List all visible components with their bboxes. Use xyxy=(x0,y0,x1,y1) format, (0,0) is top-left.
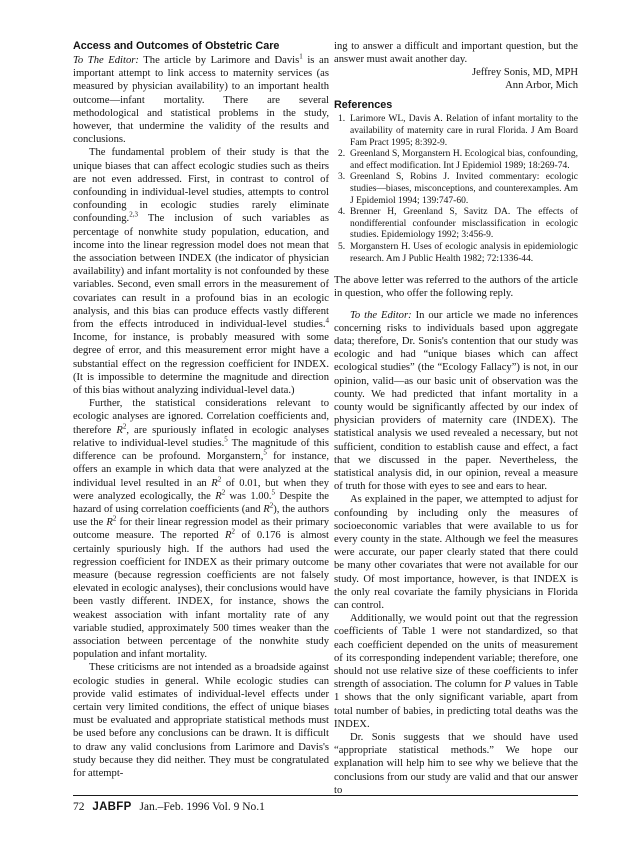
reference-number: 1. xyxy=(338,114,346,125)
reply-paragraph: As explained in the paper, we attempted to adjust for confounding by including only the measures of socioeconomic variables that were available to us for every county in the state. Although we feel the measures were accurate, our paper clearly stated that there could be many other covariates that were not available for our study. Of most importance, however, is that INDEX is the only real covariate the family physicians in Florida can control. xyxy=(334,494,578,611)
right-column xyxy=(334,40,578,797)
reference-text: Greenland S, Robins J. Invited commentary: ecologic studies—biases, misconceptions, and counterexamples. Am J Epidemiol 1994; 139:747-60. xyxy=(350,172,578,206)
reference-item xyxy=(334,149,578,172)
journal-name: JABFP xyxy=(92,801,132,813)
volume-info: Vol. 9 No.1 xyxy=(212,801,265,813)
referral-note: The above letter was referred to the authors of the article in question, who offer the following reply. xyxy=(334,275,578,300)
reference-text: Larimore WL, Davis A. Relation of infant mortality to the availability of maternity care in rural Florida. J Am Board Fam Pract 1995; 8:392-9. xyxy=(350,114,578,148)
reference-text: Greenland S, Morganstern H. Ecological bias, confounding, and effect modification. Int J Epidemiol 1989; 18:269-74. xyxy=(350,149,578,171)
issue-date: Jan.–Feb. 1996 xyxy=(139,801,210,813)
reference-number: 4. xyxy=(338,207,346,218)
reply-body xyxy=(334,309,578,798)
page-number: 72 xyxy=(73,801,85,813)
signature-place: Ann Arbor, Mich xyxy=(505,80,578,92)
letter-paragraph: To The Editor: The article by Larimore and Davis$^1$ is an important attempt to link access to maternity services (as measured by physician availability) to an important health outcome—infant mortality. There are several methodological and statistical problems in the study, however, that undermine the validity of the results and conclusions. xyxy=(73,52,329,146)
reference-item xyxy=(334,114,578,149)
letter-paragraph: The fundamental problem of their study is that the unique biases that can affect ecologic studies such as theirs are not even addressed. First, in contrast to control of confounding in individual-level studies, attempts to control confounding in ecologic studies rarely eliminate confounding.$^{2,3}$ The inclusion of such variables as percentage of nonwhite study population, education, and income into the linear regression model does not mean that the association between INDEX (the indicator of physician availability) and infant mortality is not confounded by these variables. Second, even small errors in the measurement of covariates can result in a profound bias in an ecologic analysis, and this bias can produce effects vastly different from the effects introduced in individual-level studies.$^4$ Income, for instance, is probably measured with some degree of error, and this measurement error might have a substantial effect on the regression coefficient for INDEX. (It is impossible to determine the magnitude and direction of this bias without analyzing individual-level data.) xyxy=(73,147,329,397)
reply-paragraph: Dr. Sonis suggests that we should have used “appropriate statistical methods.” We hope our explanation will help him to see why we believe that the conclusions from our study are valid and that our answer to xyxy=(334,732,578,796)
reference-number: 5. xyxy=(338,241,346,252)
reference-number: 3. xyxy=(338,172,346,183)
letter-continuation: ing to answer a difficult and important question, but the answer must await another day. xyxy=(334,41,578,66)
reference-number: 2. xyxy=(338,149,346,160)
references-list xyxy=(334,114,578,265)
page-footer xyxy=(73,801,265,813)
letter-paragraph: These criticisms are not intended as a broadside against ecologic studies in general. While ecologic studies can provide valid estimates of individual-level effects under certain very limited conditions, the effect of unique biases must be evaluated and appropriate statistical methods must be used before any conclusions can be drawn. It is difficult to draw any valid conclusions from Larimore and Davis's study because they did neither. They must be congratulated for attempt- xyxy=(73,662,329,779)
reference-item xyxy=(334,207,578,242)
reference-text: Morganstern H. Uses of ecologic analysis in epidemiologic research. Am J Public Health 1982; 72:1336-44. xyxy=(350,241,578,264)
footer-rule xyxy=(73,795,578,796)
letter-body xyxy=(73,54,329,780)
left-column xyxy=(73,40,329,780)
article-title: Access and Outcomes of Obstetric Care xyxy=(73,40,280,52)
letter-paragraph: Further, the statistical considerations relevant to ecologic analyses are ignored. Correlation coefficients and, therefore $R^2$, are spuriously inflated in ecologic analyses relative to individual-level studies.$^5$ The magnitude of this difference can be profound. Morganstern,$^5$ for instance, offers an example in which data that were analyzed at the individual level resulted in an $R^2$ of 0.01, but when they were analyzed ecologically, the $R^2$ was 1.00.$^5$ Despite the hazard of using correlation coefficients (and $R^2$), the authors use the $R^2$ for their linear regression model as their primary outcome measure. The reported $R^2$ of 0.176 is almost certainly spuriously high. If the authors had used the regression coefficient for INDEX as their primary outcome measure (because regression coefficients are not falsely elevated in ecologic analyses), their conclusions would have been vastly different. INDEX, for instance, shows the weakest association with infant mortality rate of any variable studied, approximately 500 times weaker than the association between percentage of the nonwhite study population and infant mortality. xyxy=(73,398,330,661)
reply-paragraph: Additionally, we would point out that the regression coefficients of Table 1 were not standardized, so that each coefficient depended on the units of measurement of its corresponding independent variable; therefore, one should not use relative size of these coefficients to infer strength of association. The column for P values in Table 1 shows that the only significant variable, apart from total number of babies, in predicting total deaths was the INDEX. xyxy=(334,613,578,730)
reference-item xyxy=(334,242,578,265)
reply-paragraph: To the Editor: In our article we made no inferences concerning risks to individuals based upon aggregate data; therefore, Dr. Sonis's contention that our study was ecologic and had “unique biases which can affect ecological studies” (the “Ecology Fallacy”) is not, in our opinion, valid—as our basic unit of observation was the county. We had predicted that infant mortality in a county would be significantly affected by our index of physician providers of maternity care (INDEX). The statistical analysis we used revealed a necessary, but not sufficient, condition to establish cause and effect, a fact that we discussed in the paper. Nevertheless, the statistical analysis did, in our opinion, reveal a measure of truth for those with eyes to see and ears to hear. xyxy=(334,309,578,493)
references-heading: References xyxy=(334,99,393,112)
signature-name: Jeffrey Sonis, MD, MPH xyxy=(471,67,578,79)
reference-item xyxy=(334,172,578,207)
reference-text: Brenner H, Greenland S, Savitz DA. The effects of nondifferential confounder misclassification in ecologic studies. Epidemiology 1992; 3:456-9. xyxy=(350,207,578,241)
